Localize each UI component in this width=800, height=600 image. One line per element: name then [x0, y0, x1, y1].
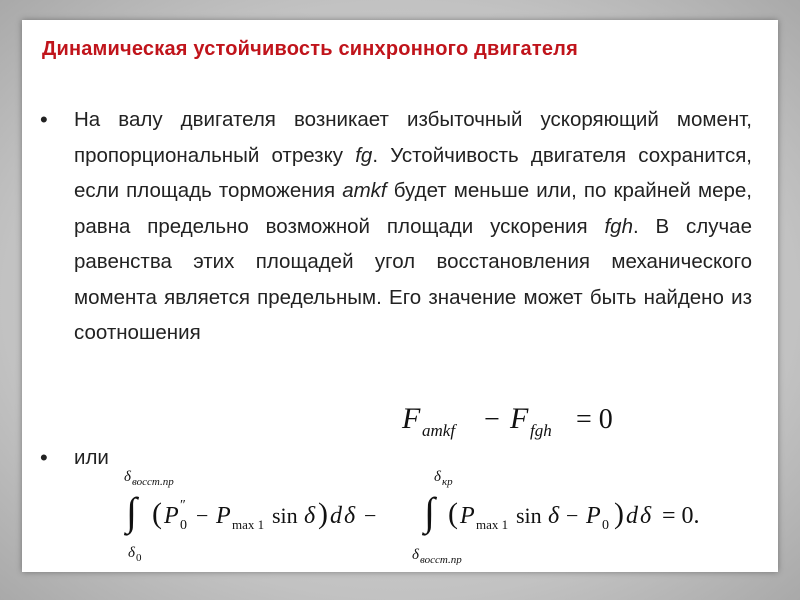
integral-sign-1: ∫ [126, 489, 137, 534]
int2-upper: δ [434, 469, 441, 485]
d-1: d [330, 503, 342, 529]
formula1-minus: − [484, 404, 500, 435]
area-amkf: amkf [342, 179, 387, 202]
formula1-F1: F [402, 402, 421, 435]
bullet-icon: • [40, 445, 48, 470]
bullet-list [40, 102, 752, 351]
int1-upper: δ [124, 469, 131, 485]
bullet-item-paragraph [40, 102, 752, 351]
term-P0: P [586, 503, 601, 529]
sin-2: sin [516, 503, 542, 528]
paren-close-1: ) [318, 497, 328, 530]
paragraph-text-1: На валу двигателя возникает избыточный ускоряющий момент, пропорциональный отрезку [74, 108, 752, 167]
paragraph-text-3: будет меньше или, по крайней мере, равна предельно возможной площади ускорения [74, 179, 752, 238]
or-text: или [74, 446, 109, 469]
slide-title: Динамическая устойчивость синхронного двигателя [42, 38, 578, 60]
term-Pmax-2-sub: max 1 [476, 517, 509, 532]
area-fgh: fgh [604, 214, 633, 238]
bullet-icon: • [40, 107, 48, 132]
term-P0-sub: 0 [602, 518, 609, 533]
minus-mid: − [364, 503, 377, 528]
delta-2: δ [548, 503, 560, 529]
segment-fg: fg [355, 143, 373, 167]
paren-close-2: ) [614, 497, 624, 530]
formula-area-equality [400, 396, 660, 442]
ddelta-2: δ [640, 503, 652, 529]
paragraph-text-4: . В случае равенства этих площадей угол восстановления механического момента является предельным. Его значение может быть найдено из соотношения [74, 214, 752, 344]
term-P0pp: P [164, 503, 179, 529]
term-P0pp-sub: 0 [180, 518, 187, 533]
int2-lower: δ [412, 547, 419, 563]
sin-1: sin [272, 503, 298, 528]
minus-1: − [196, 503, 209, 528]
formula2-eq: = 0. [662, 503, 700, 529]
integral-sign-2: ∫ [424, 489, 435, 534]
formula1-eq: = 0 [576, 404, 613, 435]
term-Pmax-1: P [216, 503, 231, 529]
minus-2: − [566, 503, 579, 528]
formula-integral-equation [122, 465, 742, 565]
term-P0pp-sup: ″ [180, 498, 186, 513]
term-Pmax-1-sub: max 1 [232, 517, 265, 532]
int1-lower: δ [128, 545, 135, 561]
int2-upper-sub: кр [442, 476, 453, 488]
paren-open-1: ( [152, 497, 162, 530]
int2-lower-sub: восст.пр [420, 554, 462, 565]
term-Pmax-2: P [460, 503, 475, 529]
delta-1: δ [304, 503, 316, 529]
int1-upper-sub: восст.пр [132, 476, 174, 488]
formula1-sub2: fgh [530, 421, 552, 440]
formula1-F2: F [510, 402, 529, 435]
formula1-sub1: amkf [422, 421, 456, 440]
ddelta-1: δ [344, 503, 356, 529]
paragraph-text-2: . Устойчивость двигателя сохранится, если площадь торможения [74, 143, 752, 202]
paren-open-2: ( [448, 497, 458, 530]
slide [22, 20, 778, 572]
int1-lower-sub: 0 [136, 552, 142, 564]
d-2: d [626, 503, 638, 529]
